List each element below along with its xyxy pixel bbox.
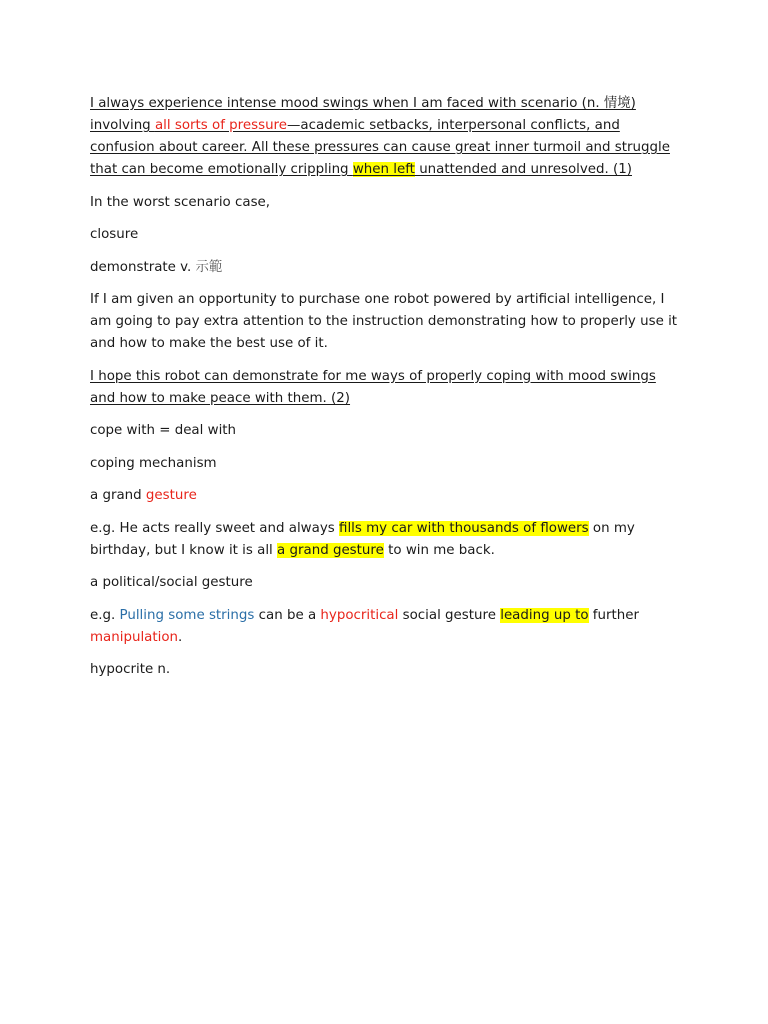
p4-cjk: 示範	[195, 259, 223, 275]
p10-text-e: to win me back.	[383, 542, 495, 558]
p1-text-e: unattended and unresolved. (1)	[414, 162, 632, 177]
p1-red-phrase: all sorts of pressure	[154, 118, 287, 133]
paragraph-13: hypocrite n.	[90, 662, 171, 677]
paragraph-2: In the worst scenario case,	[90, 194, 271, 210]
p12-red-word-1: hypocritical	[320, 607, 399, 623]
paragraph-9	[90, 485, 680, 507]
p4-text: demonstrate v.	[90, 259, 196, 275]
p10-highlight-1: fills my car with thousands of flowers	[339, 520, 589, 536]
p10-highlight-2: a grand gesture	[277, 542, 384, 558]
p12-highlight: leading up to	[500, 607, 589, 623]
paragraph-5: If I am given an opportunity to purchase one robot powered by artificial intelligence, I am going to pay extra attention to the instruction demonstrating how to properly use it and how to make the best use of it.	[90, 292, 678, 351]
paragraph-4	[90, 257, 680, 279]
p12-text-e: social gesture	[398, 607, 501, 623]
paragraph-11: a political/social gesture	[90, 575, 253, 590]
p12-text-c: can be a	[254, 607, 321, 623]
p12-red-word-2: manipulation	[90, 629, 179, 645]
p12-text-g: further	[588, 607, 639, 623]
paragraph-6: I hope this robot can demonstrate for me ways of properly coping with mood swings and how to make peace with them. (2)	[90, 368, 656, 406]
p1-text-a: I always experience intense mood swings when I am faced with scenario (n. 情境) involving	[90, 96, 636, 133]
paragraph-10	[90, 518, 680, 562]
p10-text-c: on my birthday, but I know it is all	[90, 520, 635, 558]
paragraph-8: coping mechanism	[90, 455, 217, 471]
paragraph-7: cope with = deal with	[90, 423, 237, 438]
p10-text-a: e.g. He acts really sweet and always	[90, 520, 340, 536]
p12-text-i: .	[178, 629, 183, 645]
p9-text: a grand	[90, 488, 146, 503]
paragraph-12	[90, 605, 680, 649]
paragraph-1	[90, 93, 680, 181]
p12-blue-phrase: Pulling some strings	[119, 607, 255, 623]
p9-red-word: gesture	[145, 488, 197, 503]
p1-highlight: when left	[352, 162, 415, 177]
p1-text-c: —academic setbacks, interpersonal conflicts, and confusion about career. All these pressures can cause great inner turmoil and struggle that can become emotionally crippling	[90, 118, 670, 177]
p12-text-a: e.g.	[90, 607, 120, 623]
paragraph-3: closure	[90, 227, 139, 242]
